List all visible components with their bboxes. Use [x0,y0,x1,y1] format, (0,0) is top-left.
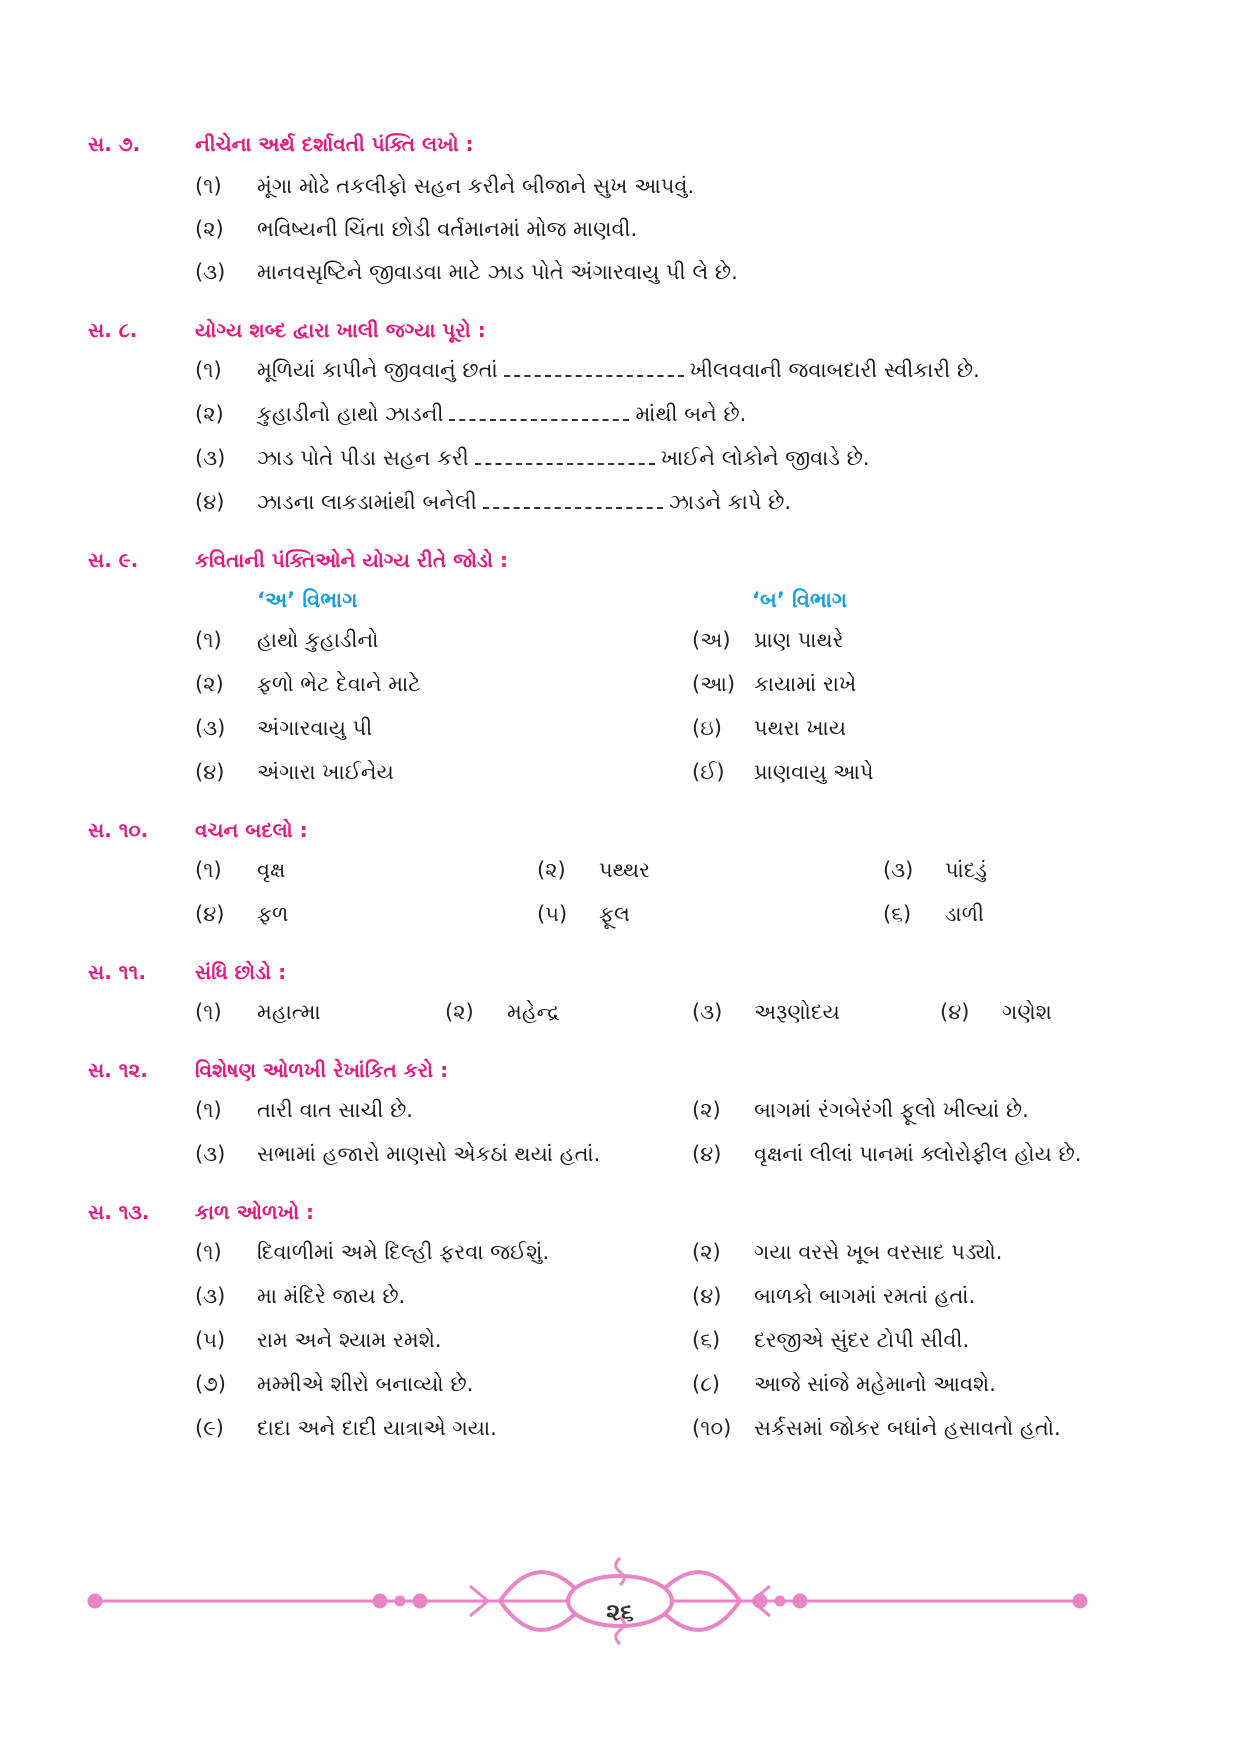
page-number: ૨૬ [606,1598,634,1626]
item-text: પથ્થર [599,858,650,882]
item-number: (૩) [883,858,914,882]
question-title: વચન બદલો : [195,818,308,842]
item-number: (૧૦) [692,1416,732,1440]
item-text: મહાત્મા [257,1000,321,1024]
question-number: સ. ૭. [88,132,141,156]
item-number: (આ) [692,672,736,696]
item-number: (૬) [883,902,912,926]
item-text: દિવાળીમાં અમે દિલ્હી ફરવા જઈશું. [257,1240,550,1264]
item-text: અંગારવાયુ પી [257,716,373,740]
item-text: અંગારા ખાઈનેય [257,760,394,784]
item-number: (૧) [195,1098,222,1122]
item-number: (૨) [445,1000,474,1024]
question-number: સ. ૧૨. [88,1058,148,1082]
item-text: ફળો ભેટ દેવાને માટે [257,672,421,696]
item-text: મમ્મીએ શીરો બનાવ્યો છે. [257,1372,474,1396]
ornament-dot [88,1594,102,1608]
item-text: આજે સાંજે મહેમાનો આવશે. [754,1372,996,1396]
item-number: (૩) [195,260,226,284]
item-number: (૩) [692,1000,723,1024]
item-number: (૧) [195,174,222,198]
ornament-dot [775,1596,785,1606]
item-number: (૨) [537,858,566,882]
item-text: કાયામાં રાખે [754,672,857,696]
question-title: યોગ્ય શબ્દ દ્વારા ખાલી જગ્યા પૂરો : [195,318,486,342]
column-b-heading: ‘બ’ વિભાગ [752,588,848,612]
item-number: (૨) [692,1240,721,1264]
item-number: (૪) [692,1142,722,1166]
item-number: (૨) [195,672,224,696]
question-title: સંધિ છોડો : [195,960,287,984]
ornament-dot [413,1594,427,1608]
question-title: નીચેના અર્થ દર્શાવતી પંક્તિ લખો : [195,132,474,156]
item-text-after: ખીલવવાની જવાબદારી સ્વીકારી છે. [689,358,980,382]
item-text-before: મૂળિયાં કાપીને જીવવાનું છતાં [257,358,498,382]
question-number: સ. ૮. [88,318,138,342]
item-text-after: માંથી બને છે. [635,402,747,426]
item-number: (ઇ) [692,716,722,740]
item-text: સર્કસમાં જોકર બધાંને હસાવતો હતો. [754,1416,1061,1440]
item-number: (૨) [692,1098,721,1122]
item-text: પથરા ખાય [754,716,847,740]
item-text-before: ઝાડના લાકડામાંથી બનેલી [257,490,477,514]
item-text: મૂંગા મોઢે તકલીફો સહન કરીને બીજાને સુખ આપવું. [257,174,695,198]
item-number: (૩) [195,446,226,470]
item-text: મહેન્દ્ર [507,1000,560,1024]
item-text: તારી વાત સાચી છે. [257,1098,413,1122]
item-text: પાંદડું [945,858,988,882]
item-text: ગયા વરસે ખૂબ વરસાદ પડ્યો. [754,1240,1003,1264]
item-text: ડાળી [945,902,985,926]
item-number: (૧) [195,1240,222,1264]
item-text: પ્રાણવાયુ આપે [754,760,874,784]
item-number: (૪) [195,902,225,926]
item-number: (૫) [537,902,568,926]
item-text: વૃક્ષનાં લીલાં પાનમાં ક્લોરોફીલ હોય છે. [754,1142,1082,1166]
item-text-after: ખાઈને લોકોને જીવાડે છે. [660,446,870,470]
item-text: રામ અને શ્યામ રમશે. [257,1328,442,1352]
item-number: (૩) [195,1142,226,1166]
item-number: (૪) [195,760,225,784]
item-number: (૩) [195,1284,226,1308]
ornament-dot [1073,1594,1087,1608]
question-number: સ. ૯. [88,548,139,572]
item-text: દાદા અને દાદી યાત્રાએ ગયા. [257,1416,497,1440]
item-text: બાળકો બાગમાં રમતાં હતાં. [754,1284,976,1308]
item-text: ફળ [257,902,289,926]
item-number: (૨) [195,402,224,426]
question-number: સ. ૧૦. [88,818,149,842]
question-number: સ. ૧૩. [88,1200,150,1224]
column-a-heading: ‘અ’ વિભાગ [257,588,358,612]
item-number: (૧) [195,628,222,652]
item-number: (૯) [195,1416,224,1440]
item-text: હાથો કુહાડીનો [257,628,379,652]
item-text: અરૂણોદય [754,1000,840,1024]
question-title: વિશેષણ ઓળખી રેખાંકિત કરો : [195,1058,449,1082]
ornament-dot [395,1596,405,1606]
item-number: (ઈ) [692,760,725,784]
item-number: (૧) [195,1000,222,1024]
item-number: (૫) [195,1328,226,1352]
item-text-after: ઝાડને કાપે છે. [668,490,792,514]
ornament-dot [793,1594,807,1608]
question-title: કાળ ઓળખો : [195,1200,315,1224]
item-text: પ્રાણ પાથરે [754,628,844,652]
ornament-dot [373,1594,387,1608]
item-number: (૬) [692,1328,721,1352]
item-text-before: કુહાડીનો હાથો ઝાડની [257,402,444,426]
item-number: (૧) [195,358,222,382]
item-text: ગણેશ [1002,1000,1052,1024]
item-text: ભવિષ્યની ચિંતા છોડી વર્તમાનમાં મોજ માણવી. [257,217,638,241]
question-number: સ. ૧૧. [88,960,146,984]
item-text-before: ઝાડ પોતે પીડા સહન કરી [257,446,469,470]
item-number: (૩) [195,716,226,740]
item-number: (૪) [940,1000,970,1024]
item-text: વૃક્ષ [257,858,286,882]
item-number: (૮) [692,1372,720,1396]
item-number: (૨) [195,217,224,241]
item-number: (અ) [692,628,731,652]
item-text: માનવસૃષ્ટિને જીવાડવા માટે ઝાડ પોતે અંગારવાયુ પી લે છે. [257,260,738,284]
question-title: કવિતાની પંક્તિઓને યોગ્ય રીતે જોડો : [195,548,508,572]
item-number: (૭) [195,1372,226,1396]
item-text: ફૂલ [599,902,630,926]
item-number: (૧) [195,858,222,882]
item-text: સભામાં હજારો માણસો એકઠાં થયાં હતાં. [257,1142,601,1166]
item-text: બાગમાં રંગબેરંગી ફૂલો ખીલ્યાં છે. [754,1098,1029,1122]
item-number: (૪) [692,1284,722,1308]
item-number: (૪) [195,490,225,514]
item-text: મા મંદિરે જાય છે. [257,1284,406,1308]
item-text: દરજીએ સુંદર ટોપી સીવી. [754,1328,970,1352]
